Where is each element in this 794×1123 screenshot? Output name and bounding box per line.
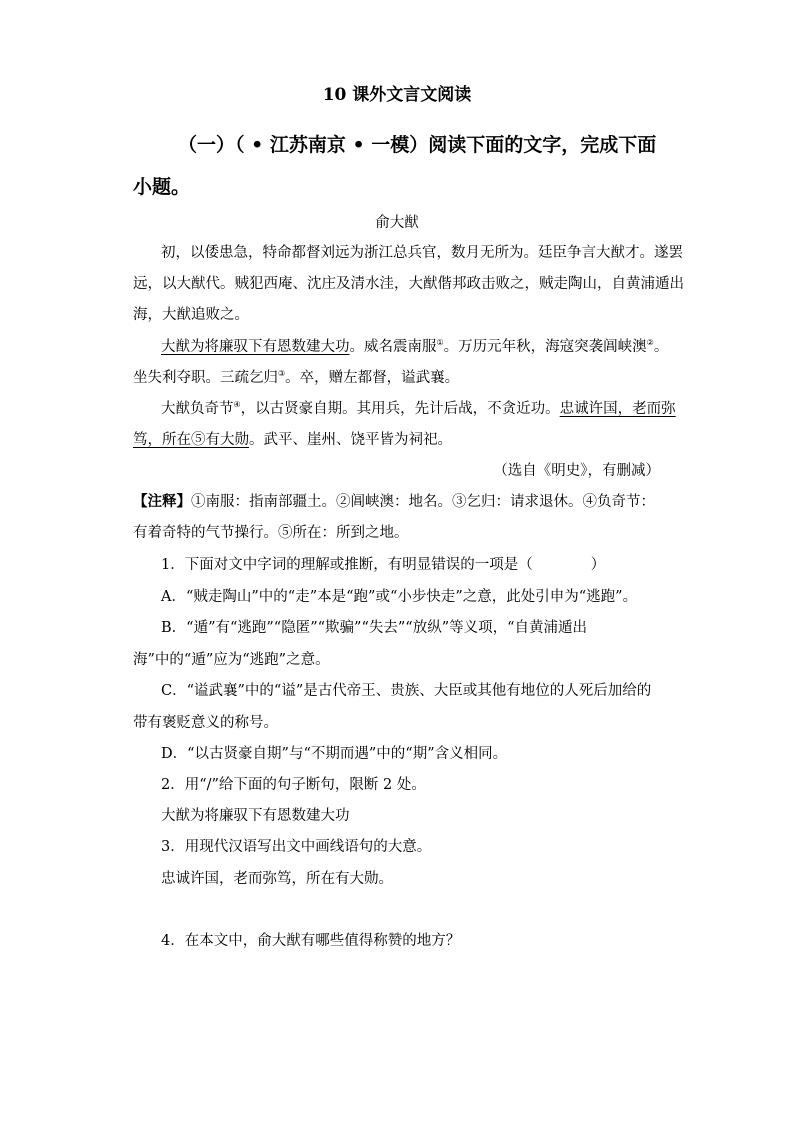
footnote-marker: ①: [436, 338, 444, 348]
passage-line: 海，大猷追败之。: [133, 307, 249, 323]
footnote-marker: ⑤: [191, 432, 206, 448]
section-heading-cont: 小题。: [133, 176, 191, 198]
passage-line: [133, 430, 452, 450]
question-3: 3．用现代汉语写出文中画线语句的大意。: [161, 839, 432, 855]
option-d: D．“以古贤豪自期”与“不期而遇”中的“期”含义相同。: [161, 746, 508, 762]
passage-line: [161, 399, 676, 419]
notes-line: 有着奇特的气节操行。⑤所在：所到之地。: [133, 525, 409, 541]
passage-text: 大猷负奇节: [161, 401, 234, 417]
question-4: 4．在本文中，俞大猷有哪些值得称赞的地方？: [161, 933, 461, 949]
underlined-sentence: 忠诚许国，老而弥: [559, 401, 676, 417]
option-b: B．“遁”有“逃跑”“隐匿”“欺骗”“失去”“放纵”等义项，“自黄浦遁出: [161, 620, 588, 636]
option-a: A．“贼走陶山”中的“走”本是“跑”或“小步快走”之意，此处引申为“逃跑”。: [161, 589, 638, 605]
notes-text: ①南服：指南部疆土。②阊峡澳：地名。③乞归：请求退休。④负奇节：: [191, 494, 655, 510]
source-citation: （选自《明史》，有删减）: [493, 463, 660, 479]
option-c-cont: 带有褒贬意义的称号。: [133, 715, 278, 731]
passage-text: 。威名震南服: [349, 339, 437, 355]
underlined-sentence: 大猷为将廉驭下有恩数建大功: [161, 339, 350, 355]
footnote-marker: ②: [646, 338, 654, 348]
footnote-marker: ③: [278, 369, 286, 379]
notes-label: 【注释】: [133, 493, 191, 510]
question-1: 1．下面对文中字词的理解或推断，有明显错误的一项是（ ）: [161, 557, 606, 573]
passage-text: 。卒，赠左都督，谥武襄。: [285, 370, 460, 386]
passage-line: 远，以大猷代。贼犯西庵、沈庄及清水洼，大猷偕邦政击败之，贼走陶山，自黄浦遁出: [133, 276, 684, 292]
passage-text: 。万历元年秋，海寇突袭阊峡澳: [443, 339, 647, 355]
page-title: 10 课外文言文阅读: [322, 85, 472, 105]
passage-line: 初，以倭患急，特命都督刘远为浙江总兵官，数月无所为。廷臣争言大猷才。遂罢: [161, 245, 683, 261]
passage-text: 。: [653, 339, 669, 355]
passage-text: ，以古贤豪自期。其用兵，先计后战，不贪近功。: [240, 401, 560, 417]
passage-line: [133, 368, 459, 388]
passage-text: 坐失利夺职。三疏乞归: [133, 370, 278, 386]
question-3-sentence: 忠诚许国，老而弥笃，所在有大勋。: [161, 871, 393, 887]
passage-text: 。武平、崖州、饶平皆为祠祀。: [249, 432, 452, 448]
option-b-cont: 海”中的“遁”应为“逃跑”之意。: [133, 652, 330, 668]
underlined-sentence: 有大勋: [205, 432, 249, 448]
underlined-sentence: 笃，所在: [133, 432, 191, 448]
notes-line: [133, 492, 655, 512]
option-c: C．“谥武襄”中的“谥”是古代帝王、贵族、大臣或其他有地位的人死后加给的: [161, 683, 652, 699]
footnote-marker: ④: [233, 400, 241, 410]
section-heading: （一）（ • 江苏南京 • 一模）阅读下面的文字，完成下面: [178, 134, 657, 156]
passage-title: 俞大猷: [375, 215, 419, 231]
passage-line: [161, 337, 668, 357]
question-2: 2．用“/”给下面的句子断句，限断 2 处。: [161, 777, 426, 793]
question-2-sentence: 大猷为将廉驭下有恩数建大功: [161, 808, 350, 824]
